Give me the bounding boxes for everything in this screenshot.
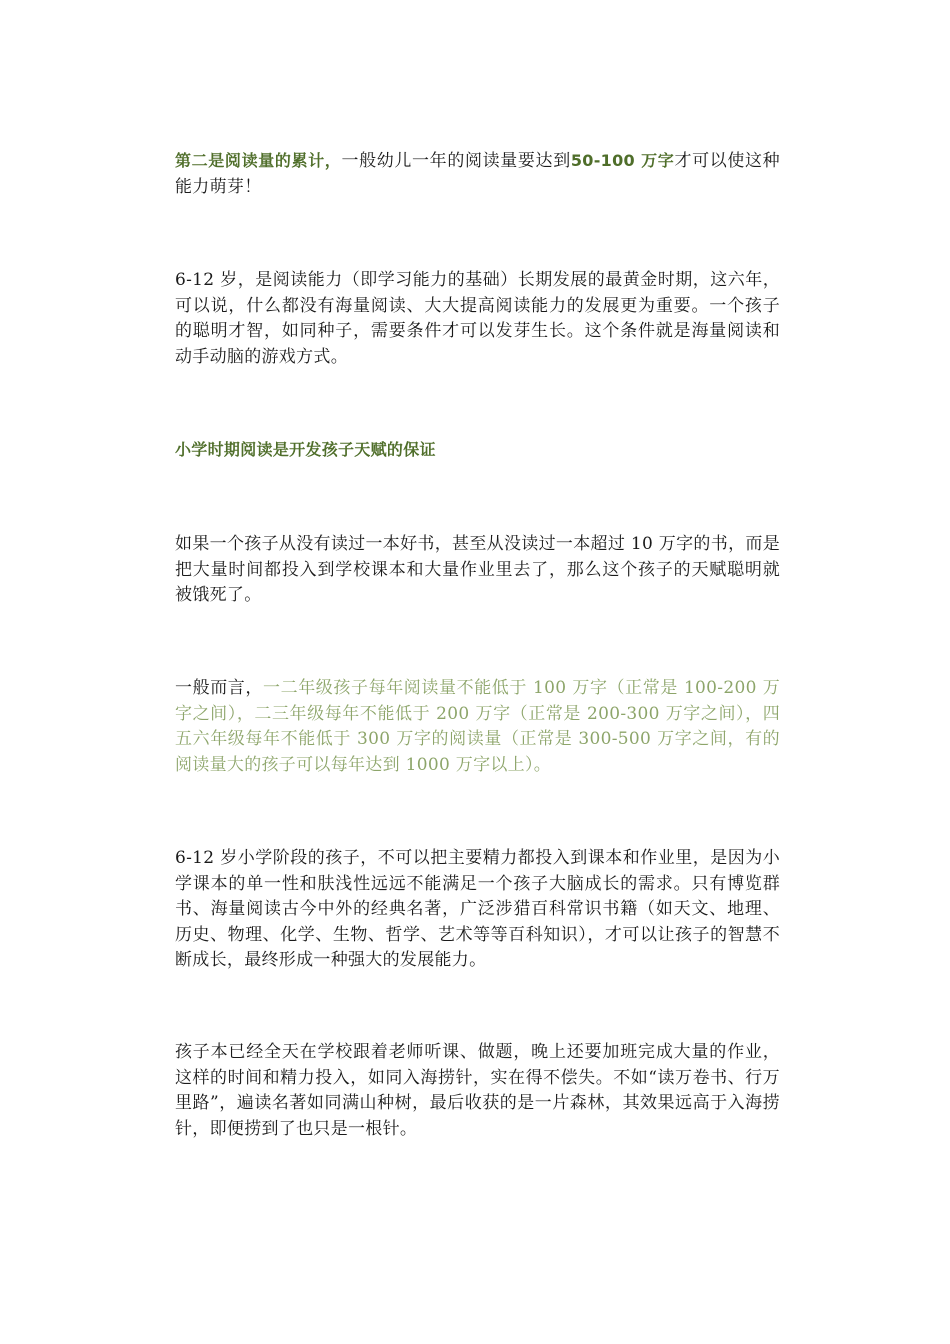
paragraph-reading-accumulation bbox=[175, 148, 780, 200]
paragraph-homework-vs-reading: 孩子本已经全天在学校跟着老师听课、做题，晚上还要加班完成大量的作业，这样的时间和精力投入，如同入海捞针，实在得不偿失。不如“读万卷书、行万里路”，遍读名著如同满山种树，最后收获的是一片森林，其效果远高于入海捞针，即便捞到了也只是一根针。 bbox=[175, 1042, 780, 1139]
section-heading bbox=[175, 437, 780, 464]
paragraph-lead: 一般而言， bbox=[175, 678, 263, 698]
paragraph-primary-school: 6-12 岁小学阶段的孩子，不可以把主要精力都投入到课本和作业里，是因为小学课本的单一性和肤浅性远远不能满足一个孩子大脑成长的需求。只有博览群书、海量阅读古今中外的经典名著，广泛涉猎百科常识书籍（如天文、地理、历史、物理、化学、生物、哲学、艺术等等百科知识），才可以让孩子的智慧不断成长，最终形成一种强大的发展能力。 bbox=[175, 848, 780, 970]
paragraph-lead-bold: 第二是阅读量的累计， bbox=[175, 151, 342, 170]
paragraph-talent-starved: 如果一个孩子从没有读过一本好书，甚至从没读过一本超过 10 万字的书，而是把大量时间都投入到学校课本和大量作业里去了，那么这个孩子的天赋聪明就被饿死了。 bbox=[175, 534, 780, 605]
paragraph-reading-targets bbox=[175, 676, 780, 778]
paragraph-text: 一般幼儿一年的阅读量要达到 bbox=[341, 151, 571, 171]
highlight-grade-targets: 一二年级孩子每年阅读量不能低于 100 万字（正常是 100-200 万字之间），二三年级每年不能低于 200 万字（正常是 200-300 万字之间），四五六年级每年不能低于 300 万字的阅读量（正常是 300-500 万字之间，有的阅读量大的孩子可以每年达到 1000 万字以上）。 bbox=[175, 678, 780, 775]
heading-text: 小学时期阅读是开发孩子天赋的保证 bbox=[175, 440, 436, 459]
paragraph-golden-period: 6-12 岁，是阅读能力（即学习能力的基础）长期发展的最黄金时期，这六年，可以说，什么都没有海量阅读、大大提高阅读能力的发展更为重要。一个孩子的聪明才智，如同种子，需要条件才可以发芽生长。这个条件就是海量阅读和动手动脑的游戏方式。 bbox=[175, 270, 780, 367]
highlight-word-count: 50-100 万字 bbox=[570, 151, 675, 170]
paragraph-text-tail: 才可以使这种能力萌芽！ bbox=[175, 151, 780, 197]
